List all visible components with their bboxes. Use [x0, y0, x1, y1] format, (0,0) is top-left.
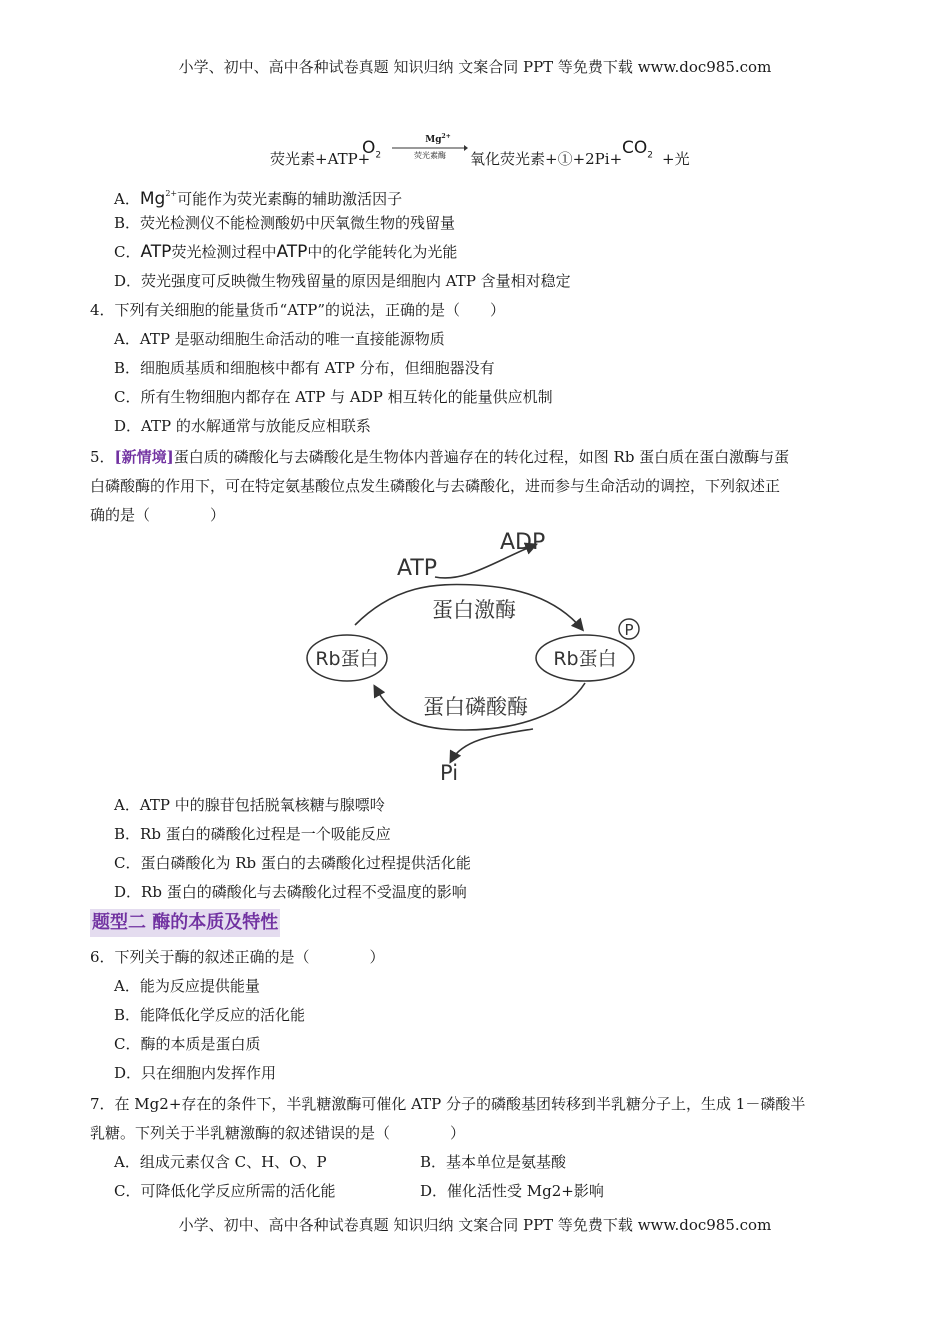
page-footer: 小学、初中、高中各种试卷真题 知识归纳 文案合同 PPT 等免费下载 www.doc985.com: [178, 1216, 772, 1234]
diagram-kinase-label: 蛋白激酶: [432, 598, 516, 622]
diagram-adp-label: ADP: [500, 530, 546, 555]
q6-option-a: A．能为反应提供能量: [114, 977, 260, 995]
q7-option-b: B．基本单位是氨基酸: [420, 1153, 567, 1171]
q7-stem-line1: 7．在 Mg2+存在的条件下，半乳糖激酶可催化 ATP 分子的磷酸基团转移到半乳糖分子上，生成 1－磷酸半: [90, 1095, 806, 1113]
equation-tail: +光: [662, 150, 690, 168]
co2-formula: $CO_2$: [622, 138, 653, 161]
q3-option-c: C．ATP荧光检测过程中ATP中的化学能转化为光能: [114, 242, 458, 262]
o2-formula: $O_2$: [362, 138, 382, 161]
arrow-catalyst: $Mg^{2+}$: [425, 133, 451, 145]
arrow-enzyme: 荧光素酶: [414, 151, 446, 160]
q3-option-d: D．荧光强度可反映微生物残留量的原因是细胞内 ATP 含量相对稳定: [114, 272, 571, 290]
new-context-tag: [新情境]: [114, 448, 174, 466]
q6-stem: 6．下列关于酶的叙述正确的是（ ）: [90, 948, 385, 966]
q5-option-b: B．Rb 蛋白的磷酸化过程是一个吸能反应: [114, 825, 391, 843]
rb-phosphorylation-diagram: [295, 525, 655, 790]
q6-option-d: D．只在细胞内发挥作用: [114, 1064, 277, 1082]
q5-stem-line1: 5．[新情境]蛋白质的磷酸化与去磷酸化是生物体内普遍存在的转化过程，如图 Rb 蛋白质在蛋白激酶与蛋: [90, 448, 790, 466]
q4-stem: 4．下列有关细胞的能量货币“ATP”的说法，正确的是（ ）: [90, 301, 505, 319]
section-title: 题型二 酶的本质及特性: [90, 909, 280, 937]
q7-option-a: A．组成元素仅含 C、H、O、P: [114, 1153, 327, 1171]
diagram-pi-label: Pi: [440, 761, 459, 785]
diagram-phosphatase-label: 蛋白磷酸酶: [423, 695, 528, 719]
page-header: 小学、初中、高中各种试卷真题 知识归纳 文案合同 PPT 等免费下载 www.doc985.com: [178, 58, 772, 76]
rb-protein-left-label: Rb蛋白: [315, 648, 379, 670]
q5-option-d: D．Rb 蛋白的磷酸化与去磷酸化过程不受温度的影响: [114, 883, 467, 901]
equation-left: 荧光素+ATP+: [270, 150, 371, 168]
q4-option-b: B．细胞质基质和细胞核中都有 ATP 分布，但细胞器没有: [114, 359, 495, 377]
pi-release-arrow: [451, 729, 533, 761]
q7-stem-line2: 乳糖。下列关于半乳糖激酶的叙述错误的是（ ）: [90, 1124, 466, 1142]
q3-option-b: B．荧光检测仪不能检测酸奶中厌氧微生物的残留量: [114, 214, 456, 232]
q5-option-c: C．蛋白磷酸化为 Rb 蛋白的去磷酸化过程提供活化能: [114, 854, 471, 872]
rb-protein-right-label: Rb蛋白: [553, 648, 617, 670]
equation-right: 氧化荧光素+①+2Pi+: [470, 150, 623, 168]
q4-option-c: C．所有生物细胞内都存在 ATP 与 ADP 相互转化的能量供应机制: [114, 388, 553, 406]
q3-option-a: A．$Mg^{2+}$可能作为荧光素酶的辅助激活因子: [114, 189, 403, 209]
q4-option-a: A．ATP 是驱动细胞生命活动的唯一直接能源物质: [114, 330, 445, 348]
q4-option-d: D．ATP 的水解通常与放能反应相联系: [114, 417, 371, 435]
q5-option-a: A．ATP 中的腺苷包括脱氧核糖与腺嘌呤: [114, 796, 385, 814]
q7-option-c: C．可降低化学反应所需的活化能: [114, 1182, 336, 1200]
diagram-atp-label: ATP: [397, 556, 438, 581]
q5-stem-line3: 确的是（ ）: [90, 506, 226, 524]
q5-stem-line2: 白磷酸酶的作用下，可在特定氨基酸位点发生磷酸化与去磷酸化，进而参与生命活动的调控，下列叙述正: [90, 477, 781, 495]
phosphate-label: P: [624, 621, 634, 639]
q6-option-b: B．能降低化学反应的活化能: [114, 1006, 306, 1024]
q7-option-d: D．催化活性受 Mg2+影响: [420, 1182, 604, 1200]
q6-option-c: C．酶的本质是蛋白质: [114, 1035, 261, 1053]
